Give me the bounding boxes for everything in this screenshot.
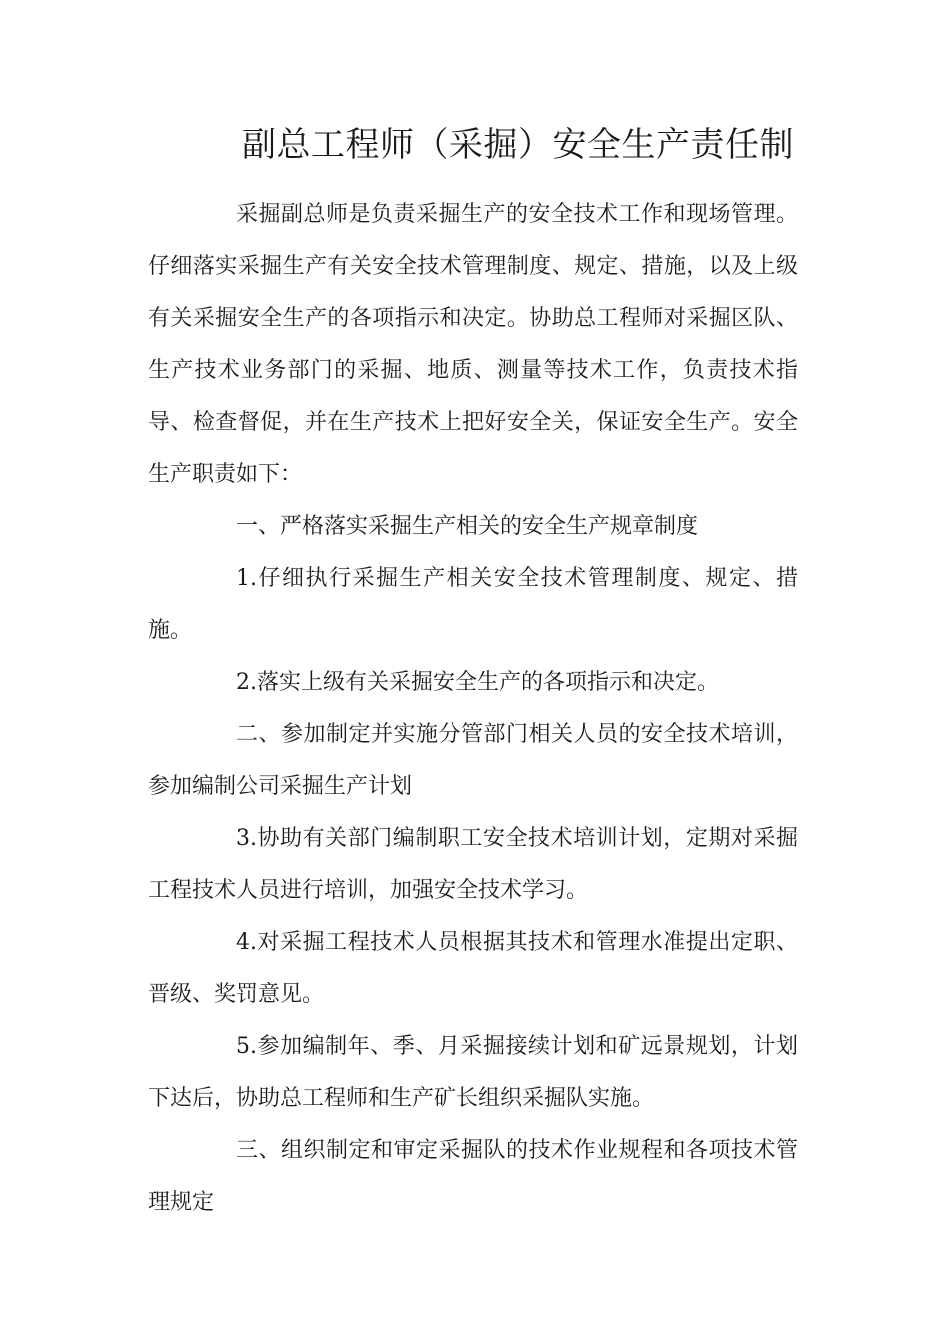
document-body (148, 189, 798, 1229)
list-item-4: 4.对采掘工程技术人员根据其技术和管理水准提出定职、晋级、奖罚意见。 (148, 930, 798, 1007)
list-item-2: 2.落实上级有关采掘安全生产的各项指示和决定。 (236, 670, 719, 695)
section-heading-1: 一、严格落实采掘生产相关的安全生产规章制度 (236, 514, 699, 539)
list-item-5: 5.参加编制年、季、月采掘接续计划和矿远景规划，计划下达后，协助总工程师和生产矿长组织采掘队实施。 (148, 1034, 798, 1111)
list-item-1: 1.仔细执行采掘生产相关安全技术管理制度、规定、措施。 (148, 566, 798, 643)
section-heading-3: 三、组织制定和审定采掘队的技术作业规程和各项技术管理规定 (148, 1138, 798, 1215)
document-title: 副总工程师（采掘）安全生产责任制 (242, 125, 794, 165)
section-heading-2: 二、参加制定并实施分管部门相关人员的安全技术培训，参加编制公司采掘生产计划 (148, 722, 798, 799)
paragraph-intro: 采掘副总师是负责采掘生产的安全技术工作和现场管理。仔细落实采掘生产有关安全技术管理制度、规定、措施，以及上级有关采掘安全生产的各项指示和决定。协助总工程师对采掘区队、生产技术业务部门的采掘、地质、测量等技术工作，负责技术指导、检查督促，并在生产技术上把好安全关，保证安全生产。安全生产职责如下： (148, 202, 798, 487)
list-item-3: 3.协助有关部门编制职工安全技术培训计划，定期对采掘工程技术人员进行培训，加强安全技术学习。 (148, 826, 798, 903)
